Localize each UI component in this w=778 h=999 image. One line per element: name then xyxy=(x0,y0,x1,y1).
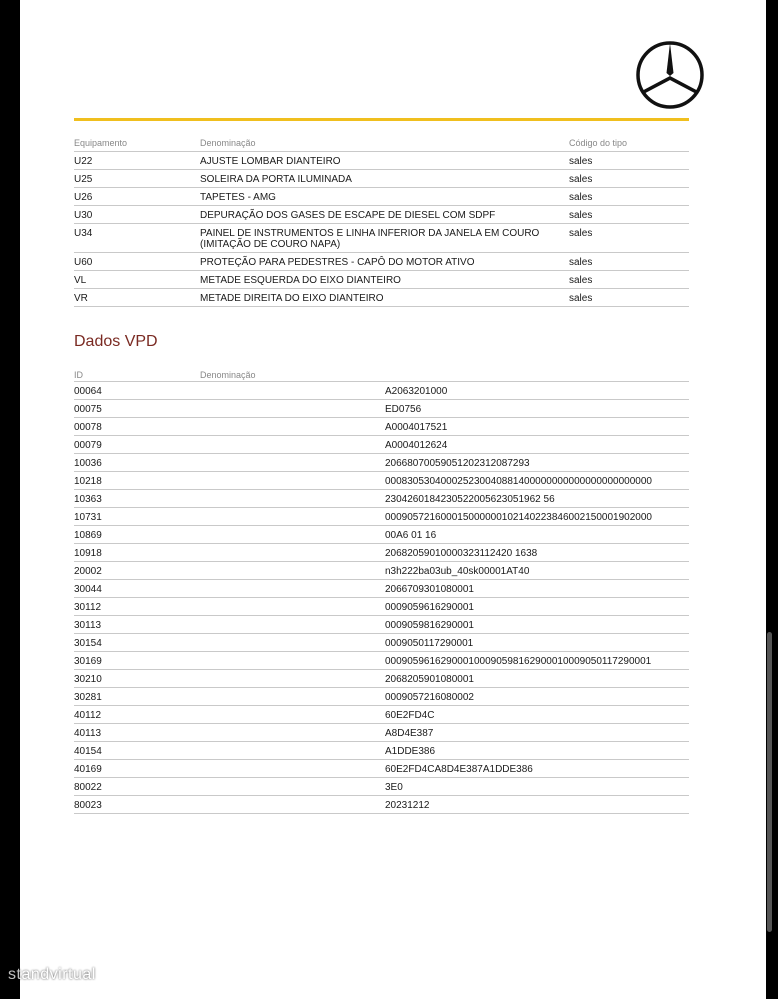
vpd-id: 10869 xyxy=(74,530,102,541)
equipment-code: U25 xyxy=(74,174,93,185)
vpd-id: 40154 xyxy=(74,746,102,757)
table-row xyxy=(74,562,689,580)
equipment-code: U22 xyxy=(74,156,93,167)
equipment-name: METADE ESQUERDA DO EIXO DIANTEIRO xyxy=(200,275,401,286)
equipment-name: DEPURAÇÃO DOS GASES DE ESCAPE DE DIESEL COM SDPF xyxy=(200,210,496,221)
equipment-table xyxy=(74,134,689,307)
table-row xyxy=(74,472,689,490)
equipment-name: TAPETES - AMG xyxy=(200,192,276,203)
vpd-id: 80022 xyxy=(74,782,102,793)
vpd-value: A1DDE386 xyxy=(385,746,436,757)
table-row xyxy=(74,544,689,562)
vpd-value: 2304260184230522005623051962 56 xyxy=(385,494,555,505)
table-row xyxy=(74,400,689,418)
table-row xyxy=(74,382,689,400)
equipment-type: sales xyxy=(569,156,593,167)
vpd-value: 20682059010000323112420 1638 xyxy=(385,548,538,559)
vpd-id: 00079 xyxy=(74,440,102,451)
table-row xyxy=(74,598,689,616)
vpd-value: 60E2FD4CA8D4E387A1DDE386 xyxy=(385,764,533,775)
vpd-value: 60E2FD4C xyxy=(385,710,435,721)
table-row xyxy=(74,289,689,307)
star-logo-icon xyxy=(635,40,705,110)
vpd-table-header xyxy=(74,366,689,382)
vpd-id: 40112 xyxy=(74,710,102,721)
equipment-type: sales xyxy=(569,228,593,239)
vpd-value: A2063201000 xyxy=(385,386,448,397)
vpd-table xyxy=(74,366,689,814)
table-row xyxy=(74,706,689,724)
equipment-table-header xyxy=(74,134,689,152)
equipment-code: U60 xyxy=(74,257,93,268)
header-denomination: Denominação xyxy=(200,370,256,380)
table-row xyxy=(74,253,689,271)
vpd-value: 3E0 xyxy=(385,782,403,793)
vpd-value: 000905721600015000000102140223846002150001902000 xyxy=(385,512,652,523)
vpd-id: 30210 xyxy=(74,674,102,685)
vpd-id: 30281 xyxy=(74,692,102,703)
table-row xyxy=(74,796,689,814)
header-id: ID xyxy=(74,370,83,380)
vpd-id: 30112 xyxy=(74,602,102,613)
table-row xyxy=(74,224,689,253)
equipment-code: U30 xyxy=(74,210,93,221)
vpd-id: 10363 xyxy=(74,494,102,505)
vpd-id: 10731 xyxy=(74,512,102,523)
table-row xyxy=(74,152,689,170)
vpd-value: 0009059616290001 xyxy=(385,602,474,613)
table-row xyxy=(74,742,689,760)
vpd-value: 000905961629000100090598162900010009050117290001 xyxy=(385,656,652,667)
equipment-code: U34 xyxy=(74,228,93,239)
vpd-id: 80023 xyxy=(74,800,102,811)
vpd-value: A0004012624 xyxy=(385,440,448,451)
vpd-value: A8D4E387 xyxy=(385,728,434,739)
vpd-value: 0009050117290001 xyxy=(385,638,474,649)
scrollbar-thumb[interactable] xyxy=(767,632,772,932)
equipment-type: sales xyxy=(569,293,593,304)
table-row xyxy=(74,170,689,188)
vpd-id: 10036 xyxy=(74,458,102,469)
vpd-id: 30044 xyxy=(74,584,102,595)
table-row xyxy=(74,188,689,206)
vpd-value: 0009057216080002 xyxy=(385,692,474,703)
table-row xyxy=(74,418,689,436)
table-row xyxy=(74,652,689,670)
vpd-id: 20002 xyxy=(74,566,102,577)
equipment-name: AJUSTE LOMBAR DIANTEIRO xyxy=(200,156,341,167)
equipment-type: sales xyxy=(569,174,593,185)
vpd-value: 2068205901080001 xyxy=(385,674,474,685)
vpd-value: 00A6 01 16 xyxy=(385,530,437,541)
equipment-code: VL xyxy=(74,275,87,286)
table-row xyxy=(74,724,689,742)
table-row xyxy=(74,508,689,526)
vpd-id: 30154 xyxy=(74,638,102,649)
table-row xyxy=(74,490,689,508)
vpd-id: 00078 xyxy=(74,422,102,433)
vpd-section-title: Dados VPD xyxy=(74,333,158,350)
equipment-code: VR xyxy=(74,293,88,304)
vpd-value: A0004017521 xyxy=(385,422,448,433)
equipment-name: PAINEL DE INSTRUMENTOS E LINHA INFERIOR DA JANELA EM COURO xyxy=(200,228,540,239)
vpd-id: 10918 xyxy=(74,548,102,559)
vpd-value: 0009059816290001 xyxy=(385,620,474,631)
table-row xyxy=(74,271,689,289)
equipment-name: PROTEÇÃO PARA PEDESTRES - CAPÔ DO MOTOR ATIVO xyxy=(200,257,475,268)
header-rule xyxy=(74,118,689,121)
equipment-name-line2: (IMITAÇÃO DE COURO NAPA) xyxy=(200,239,341,250)
vpd-id: 30169 xyxy=(74,656,102,667)
table-row xyxy=(74,580,689,598)
table-row xyxy=(74,436,689,454)
table-row xyxy=(74,206,689,224)
vpd-id: 00075 xyxy=(74,404,102,415)
vpd-id: 30113 xyxy=(74,620,102,631)
vpd-value: n3h222ba03ub_40sk00001AT40 xyxy=(385,566,530,577)
table-row xyxy=(74,688,689,706)
table-row xyxy=(74,778,689,796)
equipment-type: sales xyxy=(569,210,593,221)
table-row xyxy=(74,670,689,688)
table-row xyxy=(74,526,689,544)
vpd-value: 000830530400025230040881400000000000000000000000 xyxy=(385,476,652,487)
equipment-code: U26 xyxy=(74,192,93,203)
vpd-id: 40169 xyxy=(74,764,102,775)
vpd-id: 10218 xyxy=(74,476,102,487)
equipment-type: sales xyxy=(569,257,593,268)
vpd-value: 20668070059051202312087293 xyxy=(385,458,530,469)
header-code: Equipamento xyxy=(74,138,128,148)
table-row xyxy=(74,454,689,472)
table-row xyxy=(74,634,689,652)
table-row xyxy=(74,760,689,778)
vpd-value: 20231212 xyxy=(385,800,430,811)
vpd-id: 40113 xyxy=(74,728,102,739)
header-name: Denominação xyxy=(200,138,256,148)
vpd-id: 00064 xyxy=(74,386,102,397)
table-row xyxy=(74,616,689,634)
equipment-type: sales xyxy=(569,192,593,203)
header-type: Código do tipo xyxy=(569,138,628,148)
equipment-type: sales xyxy=(569,275,593,286)
watermark-text: standvirtual xyxy=(8,966,96,983)
equipment-name: SOLEIRA DA PORTA ILUMINADA xyxy=(200,174,352,185)
vpd-value: 2066709301080001 xyxy=(385,584,474,595)
vpd-value: ED0756 xyxy=(385,404,422,415)
equipment-name: METADE DIREITA DO EIXO DIANTEIRO xyxy=(200,293,384,304)
